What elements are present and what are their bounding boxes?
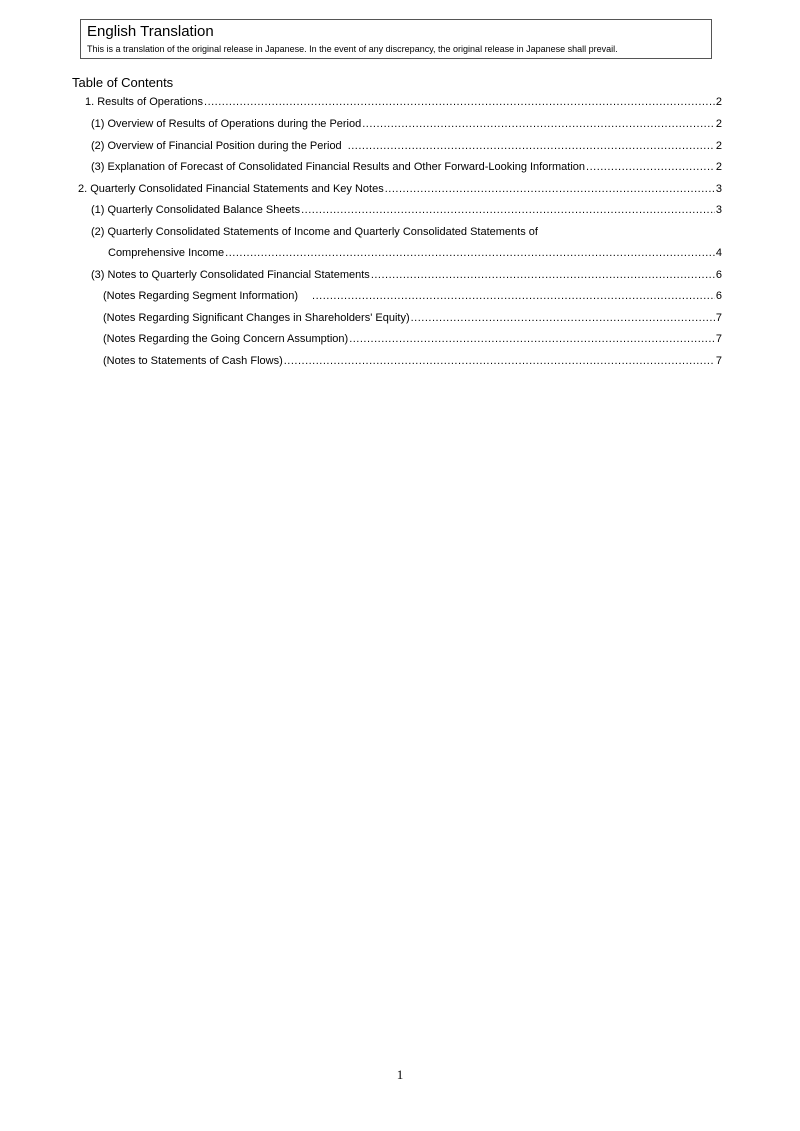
- toc-entry-label: (Notes Regarding Significant Changes in Shareholders' Equity): [103, 312, 410, 324]
- toc-entry-continuation[interactable]: [108, 245, 722, 261]
- dot-leader: [312, 288, 715, 304]
- dot-leader: [349, 331, 715, 347]
- toc-entry[interactable]: [85, 94, 722, 110]
- dot-leader: [411, 310, 715, 326]
- toc-entry-label: (3) Notes to Quarterly Consolidated Financial Statements: [91, 269, 370, 281]
- toc-entry[interactable]: [91, 116, 722, 132]
- dot-leader: [362, 116, 715, 132]
- dot-leader: [301, 202, 715, 218]
- toc-entry-label: (1) Quarterly Consolidated Balance Sheets: [91, 204, 301, 216]
- toc-entry-page: 2: [715, 161, 722, 173]
- toc-entry[interactable]: [91, 159, 722, 175]
- toc-entry-label: Comprehensive Income: [108, 247, 225, 259]
- toc-entry[interactable]: [91, 202, 722, 218]
- toc-entry-page: 2: [715, 96, 722, 108]
- toc-entry-label: (2) Overview of Financial Position during the Period: [91, 140, 342, 152]
- toc-entry-label: (1) Overview of Results of Operations during the Period: [91, 118, 362, 130]
- toc-entry-page: 2: [715, 140, 722, 152]
- toc-entry[interactable]: [91, 224, 722, 240]
- banner-title: English Translation: [87, 23, 214, 40]
- banner-note: This is a translation of the original release in Japanese. In the event of any discrepancy, the original release in Japanese shall prevail.: [87, 44, 618, 54]
- toc-entry-label: (Notes Regarding the Going Concern Assumption): [103, 333, 349, 345]
- toc-entry[interactable]: [103, 353, 722, 369]
- toc-entry-page: 7: [715, 312, 722, 324]
- toc-entry-page: 3: [715, 183, 722, 195]
- toc-entry-page: 3: [715, 204, 722, 216]
- dot-leader: [204, 94, 715, 110]
- toc-entry[interactable]: [103, 310, 722, 326]
- toc-heading: Table of Contents: [72, 75, 174, 90]
- toc-entry-page: 7: [715, 355, 722, 367]
- toc-entry[interactable]: [78, 181, 722, 197]
- dot-leader: [284, 353, 715, 369]
- toc-entry-label: (Notes to Statements of Cash Flows): [103, 355, 283, 367]
- toc-entry[interactable]: [103, 288, 722, 304]
- toc-entry-page: 7: [715, 333, 722, 345]
- dot-leader: [225, 245, 715, 261]
- toc-entry-page: 2: [715, 118, 722, 130]
- dot-leader: [385, 181, 715, 197]
- toc-entry[interactable]: [103, 331, 722, 347]
- toc-entry[interactable]: [91, 267, 722, 283]
- page-number: 1: [396, 1067, 404, 1082]
- dot-leader: [586, 159, 715, 175]
- toc-entry-label: 2. Quarterly Consolidated Financial Statements and Key Notes: [78, 183, 384, 195]
- toc-entry-label: 1. Results of Operations: [85, 96, 204, 108]
- dot-leader: [348, 138, 715, 154]
- toc-entry-page: 6: [715, 290, 722, 302]
- toc-entry-page: 6: [715, 269, 722, 281]
- toc-entry-page: 4: [715, 247, 722, 259]
- translation-notice-box: [80, 19, 712, 59]
- dot-leader: [371, 267, 715, 283]
- toc-entry-label: (2) Quarterly Consolidated Statements of Income and Quarterly Consolidated Statements of: [91, 226, 538, 238]
- toc-entry[interactable]: [91, 138, 722, 154]
- toc-entry-label: (Notes Regarding Segment Information): [103, 290, 299, 302]
- toc-entry-label: (3) Explanation of Forecast of Consolidated Financial Results and Other Forward-Looking Information: [91, 161, 586, 173]
